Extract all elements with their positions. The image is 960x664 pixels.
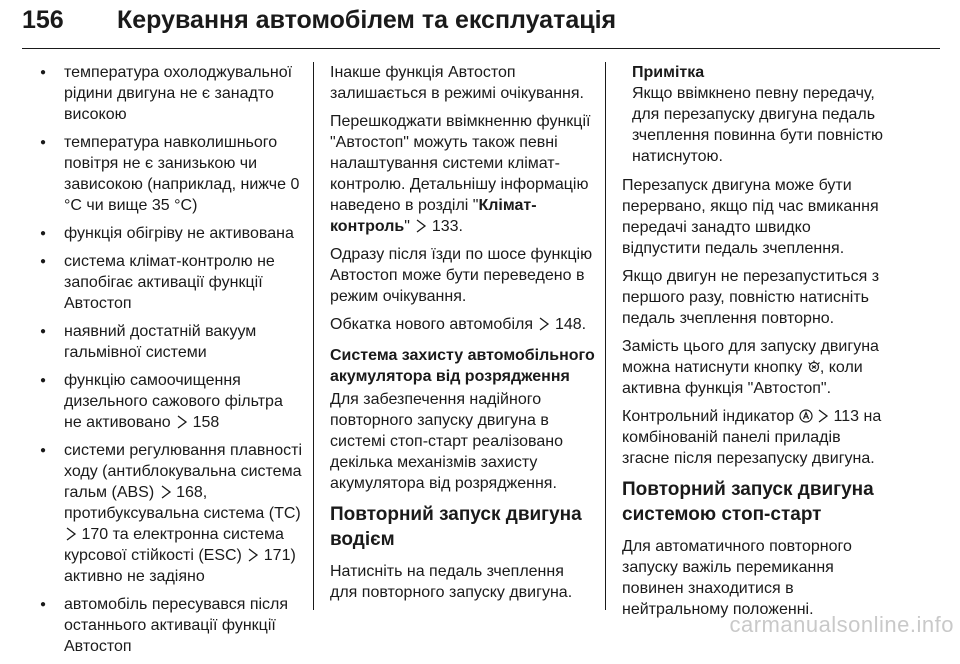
- section-link[interactable]: Клімат-контроль: [330, 197, 537, 235]
- paragraph: [330, 314, 595, 335]
- list-item-text: функція обігріву не активована: [64, 225, 294, 242]
- paragraph: Якщо двигун не перезапуститься з першого разу, повністю натисніть педаль зчеплення повторно.: [622, 268, 880, 327]
- paragraph: Для автоматичного повторного запуску важіль перемикання повинен знаходитися в нейтральному положенні.: [622, 538, 852, 618]
- page-reference[interactable]: 133.: [431, 218, 463, 235]
- page-reference[interactable]: 171) активно не задіяно: [64, 547, 296, 585]
- header-rule: [22, 48, 940, 49]
- column-divider: [313, 62, 314, 610]
- page-reference[interactable]: 113 на комбінованій панелі приладів згасне після перезапуску двигуна.: [622, 408, 882, 467]
- column-left: [38, 62, 303, 664]
- paragraph: Одразу після їзди по шосе функцію Автостоп може бути переведено в режим очікування.: [330, 246, 593, 305]
- autostop-indicator-icon: [799, 408, 812, 422]
- paragraph-text: Обкатка нового автомобіля: [330, 316, 534, 333]
- page-ref-arrow-icon: [159, 484, 172, 498]
- paragraph-text: ": [404, 218, 410, 235]
- page-header: [22, 4, 940, 48]
- column-right: [622, 62, 887, 627]
- page-ref-arrow-icon: [816, 408, 829, 422]
- paragraph-text: Замість цього для запуску двигуна можна натиснути кнопку: [622, 338, 879, 376]
- note-title: Примітка: [632, 64, 705, 81]
- paragraph-text: Контрольний індикатор: [622, 408, 795, 425]
- page-reference[interactable]: 158: [192, 414, 220, 431]
- note-body: Якщо ввімкнено певну передачу, для перезапуску двигуна педаль зчеплення повинна бути повністю натиснутою.: [632, 85, 884, 165]
- paragraph: [330, 111, 595, 237]
- paragraph: Натисніть на педаль зчеплення для повторного запуску двигуна.: [330, 563, 573, 601]
- list-item-text: протибуксувальна система (TC): [64, 505, 301, 522]
- page-reference[interactable]: 170 та електронна система курсової стійкості (ESC): [64, 526, 284, 564]
- paragraph-text: Перешкоджати ввімкненню функції "Автостоп" можуть також певні налаштування системи клімат-контролю. Детальнішу інформацію наведено в розділі ": [330, 113, 591, 214]
- condition-list: [38, 62, 303, 657]
- list-item-text: температура охолоджувальної рідини двигуна не є занадто високою: [64, 64, 293, 123]
- list-item-text: температура навколишнього повітря не є занизькою чи зависокою (наприклад, нижче 0 °C чи вище 35 °C): [64, 134, 300, 214]
- autostop-button-icon: [807, 359, 820, 373]
- section-heading: Повторний запуск двигуна водієм: [330, 504, 582, 550]
- page-ref-arrow-icon: [414, 218, 427, 232]
- note-box: [622, 62, 887, 167]
- paragraph: [622, 406, 887, 469]
- paragraph-text: , коли активна функція "Автостоп".: [622, 359, 863, 397]
- list-item: [38, 62, 303, 125]
- list-item-text: система клімат-контролю не запобігає активації функції Автостоп: [64, 253, 275, 312]
- list-item-text: функцію самоочищення дизельного сажового фільтра не активовано: [64, 372, 283, 431]
- page-ref-arrow-icon: [537, 316, 550, 330]
- page-title: Керування автомобілем та експлуатація: [117, 6, 617, 34]
- page-ref-arrow-icon: [246, 547, 259, 561]
- paragraph: Перезапуск двигуна може бути перервано, якщо під час вмикання передачі занадто швидко відпустити педаль зчеплення.: [622, 177, 879, 257]
- list-item: [38, 594, 303, 657]
- page-ref-arrow-icon: [175, 414, 188, 428]
- page-reference[interactable]: 168,: [176, 484, 208, 501]
- section-heading: Повторний запуск двигуна системою стоп-старт: [622, 479, 874, 525]
- list-item-text: наявний достатній вакуум гальмівної системи: [64, 323, 257, 361]
- page-reference[interactable]: 148.: [554, 316, 587, 333]
- list-item: [38, 370, 303, 433]
- list-item: [38, 132, 303, 216]
- column-divider: [605, 62, 606, 610]
- list-item: [38, 223, 303, 244]
- list-item: [38, 321, 303, 363]
- column-middle: [330, 62, 595, 610]
- paragraph: [622, 336, 887, 399]
- paragraph: Для забезпечення надійного повторного запуску двигуна в системі стоп-старт реалізовано декілька механізмів захисту акумулятора від розрядження.: [330, 391, 563, 492]
- subheading: Система захисту автомобільного акумулятора від розрядження: [330, 347, 595, 385]
- list-item: [38, 440, 303, 587]
- list-item-text: системи регулювання плавності ходу (антиблокувальна система гальм (ABS): [64, 442, 302, 501]
- paragraph: Інакше функція Автостоп залишається в режимі очікування.: [330, 64, 584, 102]
- page-ref-arrow-icon: [64, 526, 77, 540]
- watermark: carmanualsonline.info: [729, 612, 954, 637]
- list-item-text: автомобіль пересувався після останнього активації функції Автостоп: [64, 596, 289, 655]
- list-item: [38, 251, 303, 314]
- page-number: 156: [22, 6, 64, 34]
